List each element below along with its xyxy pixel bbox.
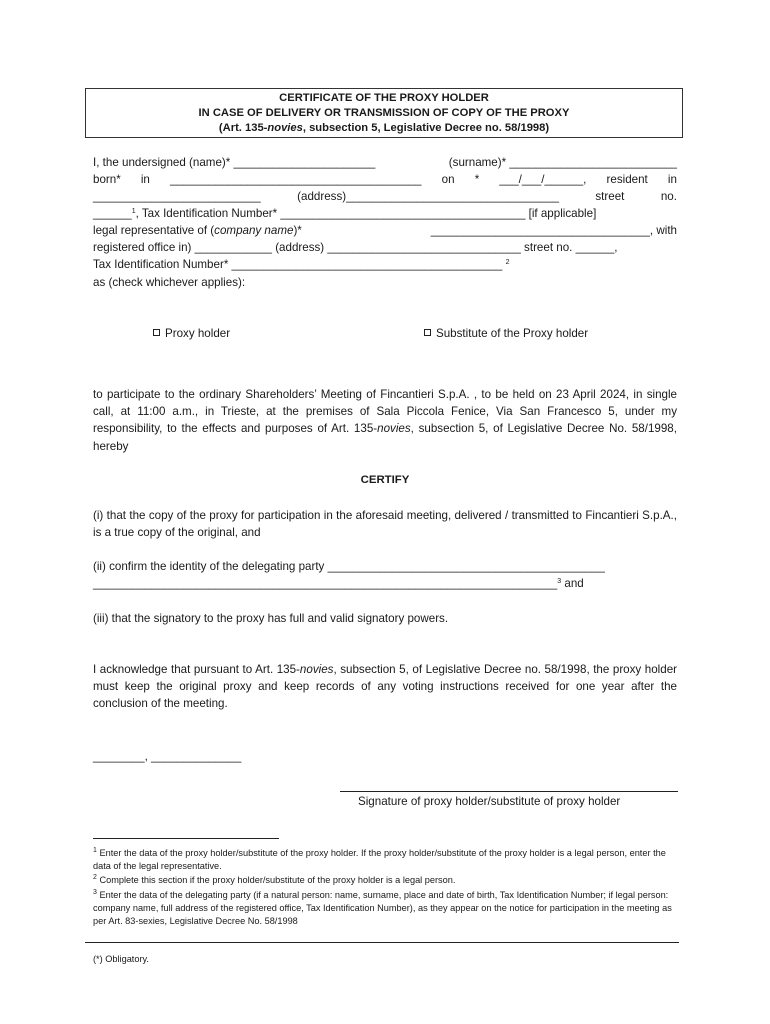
surname-field[interactable]: (surname)* __________________________: [448, 156, 677, 169]
option-proxy-holder-label: Proxy holder: [165, 327, 231, 340]
form-line-tax-id[interactable]: [93, 205, 596, 222]
certify-item-1: (i) that the copy of the proxy for participation in the aforesaid meeting, delivered / transmitted to Fincantieri S.p.A., is a true copy of the original, and: [93, 509, 677, 540]
footnote-2: $^2$ Complete this section if the proxy holder/substitute of the proxy holder is a legal person.: [93, 874, 456, 885]
tax-id-field[interactable]: , Tax Identification Number* ______________________________________ [if applicable]: [135, 207, 597, 220]
delegating-party-field[interactable]: ________________________________________________________________________: [93, 577, 558, 590]
footer-divider: [85, 942, 679, 943]
certify-item-2-line-1[interactable]: (ii) confirm the identity of the delegating party ___________________________________________: [93, 560, 605, 573]
birthplace-field[interactable]: _______________________________________: [170, 173, 422, 186]
resident-label: resident: [606, 173, 648, 186]
form-line-born[interactable]: [93, 171, 677, 188]
footnote-ref-3: 3: [557, 578, 562, 585]
option-proxy-holder[interactable]: [153, 325, 230, 342]
footnote-ref-1: 1: [131, 208, 136, 215]
footnote-3: $^3$ Enter the data of the delegating party (if a natural person: name, surname, place and date of birth, Tax Identification Number; if legal person: company name, full address of the registered office, Tax Identification Number), as they appear on the notice for participation in the meeting as per Art. 83-sexies, Legislative Decree No. 58/1998: [93, 889, 672, 926]
form-line-registered-office[interactable]: registered office in) ____________ (address) ______________________________ street no. ______,: [93, 241, 618, 254]
street-no-field[interactable]: ______: [93, 207, 132, 220]
company-name-field[interactable]: __________________________________, with: [430, 224, 677, 237]
street-label: street: [595, 190, 625, 203]
form-line-legal-rep[interactable]: [93, 222, 677, 239]
legal-rep-label: legal representative of (company name)*: [93, 224, 302, 237]
signature-label: Signature of proxy holder/substitute of proxy holder: [358, 795, 621, 808]
checkbox-substitute[interactable]: [424, 329, 431, 336]
asterisk: *: [474, 173, 480, 186]
company-tax-id-field[interactable]: Tax Identification Number* __________________________________________: [93, 258, 503, 271]
document-title-box: [85, 88, 683, 138]
born-label: born*: [93, 173, 121, 186]
certify-item-3: (iii) that the signatory to the proxy has full and valid signatory powers.: [93, 612, 449, 625]
address-field[interactable]: (address)_________________________________: [297, 190, 559, 203]
in-label: in: [140, 173, 150, 186]
form-line-name[interactable]: [93, 154, 677, 171]
check-instruction: as (check whichever applies):: [93, 276, 246, 289]
footnote-ref-2: 2: [505, 259, 510, 266]
option-substitute[interactable]: [424, 325, 588, 342]
place-date-field[interactable]: ________, ______________: [93, 750, 242, 763]
form-line-address[interactable]: [93, 188, 677, 205]
title-line-1: CERTIFICATE OF THE PROXY HOLDER: [279, 91, 489, 104]
footnote-1: $^1$ Enter the data of the proxy holder/substitute of the proxy holder. If the proxy holder/substitute of the proxy holder is a legal person, enter the data of the legal representative.: [93, 847, 666, 871]
option-substitute-label: Substitute of the Proxy holder: [436, 327, 589, 340]
in-label-2: in: [667, 173, 677, 186]
title-line-3: (Art. 135-novies, subsection 5, Legislative Decree no. 58/1998): [218, 121, 550, 134]
acknowledgement-paragraph: I acknowledge that pursuant to Art. 135-novies, subsection 5, of Legislative Decree no. 58/1998, the proxy holder must keep the original proxy and keep records of any voting instructions received for one year after the conclusion of the meeting.: [93, 663, 678, 711]
title-line-2: IN CASE OF DELIVERY OR TRANSMISSION OF COPY OF THE PROXY: [198, 106, 570, 119]
certify-item-2-line-2[interactable]: ________________________________________________________________________$^3$ and: [93, 577, 584, 590]
name-field[interactable]: I, the undersigned (name)* ______________________: [93, 156, 376, 169]
checkbox-proxy-holder[interactable]: [153, 329, 160, 336]
certify-heading: CERTIFY: [360, 474, 410, 486]
residence-field[interactable]: __________________________: [93, 190, 261, 203]
signature-line[interactable]: [340, 791, 678, 792]
birthdate-field[interactable]: ___/___/______,: [499, 173, 587, 186]
no-label: no.: [660, 190, 677, 203]
participation-paragraph: to participate to the ordinary Shareholders’ Meeting of Fincantieri S.p.A. , to be held on 23 April 2024, in single call, at 11:00 a.m., in Trieste, at the premises of Sala Piccola Fenice, Via San Francesco 5, under my responsibility, to the effects and purposes of Art. 135-novies, subsection 5, of Legislative Decree No. 58/1998, hereby: [93, 388, 677, 453]
obligatory-note: (*) Obligatory.: [93, 954, 149, 964]
on-label: on: [441, 173, 455, 186]
form-line-company-tax-id[interactable]: [93, 256, 510, 273]
footnote-separator: [93, 838, 279, 839]
